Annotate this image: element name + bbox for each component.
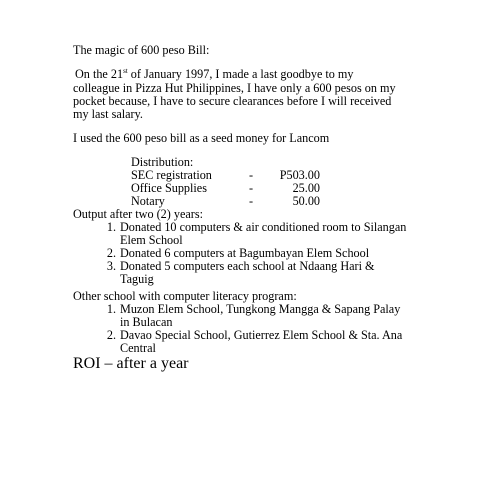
paragraph-1-line-4: my last salary. <box>73 107 143 121</box>
other-heading: Other school with computer literacy program: <box>73 289 297 303</box>
output-item-1: 1. Donated 10 computers & air conditioned room to Silangan <box>106 220 407 234</box>
distribution-item: Notary <box>131 194 165 208</box>
other-item-2: 2. Davao Special School, Gutierrez Elem School & Sta. Ana <box>106 328 403 342</box>
paragraph-1-line-1: On the 21st of January 1997, I made a last goodbye to my <box>75 67 354 81</box>
document-title: The magic of 600 peso Bill: <box>73 43 210 57</box>
distribution-dash: - <box>248 194 254 208</box>
other-item-1-cont: in Bulacan <box>120 315 173 329</box>
other-item-1: 1. Muzon Elem School, Tungkong Mangga & Sapang Palay <box>106 302 401 316</box>
paragraph-1-line-3: pocket because, I have to secure clearances before I will received <box>73 94 392 108</box>
output-item-2: 2. Donated 6 computers at Bagumbayan Elem School <box>106 246 370 260</box>
other-item-2-cont: Central <box>120 341 156 355</box>
distribution-amount: P503.00 <box>279 168 320 182</box>
paragraph-2: I used the 600 peso bill as a seed money for Lancom <box>73 131 330 145</box>
output-heading: Output after two (2) years: <box>73 207 203 221</box>
distribution-amount: 50.00 <box>292 194 320 208</box>
superscript-st: st <box>123 67 128 75</box>
distribution-heading: Distribution: <box>131 155 194 169</box>
output-item-3: 3. Donated 5 computers each school at Ndaang Hari & <box>106 259 375 273</box>
paragraph-1-line-2: colleague in Pizza Hut Philippines, I have only a 600 pesos on my <box>73 81 396 95</box>
distribution-dash: - <box>248 181 254 195</box>
distribution-item: SEC registration <box>131 168 212 182</box>
distribution-amount: 25.00 <box>292 181 320 195</box>
roi-line: ROI – after a year <box>73 355 189 372</box>
distribution-item: Office Supplies <box>131 181 207 195</box>
distribution-dash: - <box>248 168 254 182</box>
output-item-3-cont: Taguig <box>120 272 154 286</box>
output-item-1-cont: Elem School <box>120 233 183 247</box>
